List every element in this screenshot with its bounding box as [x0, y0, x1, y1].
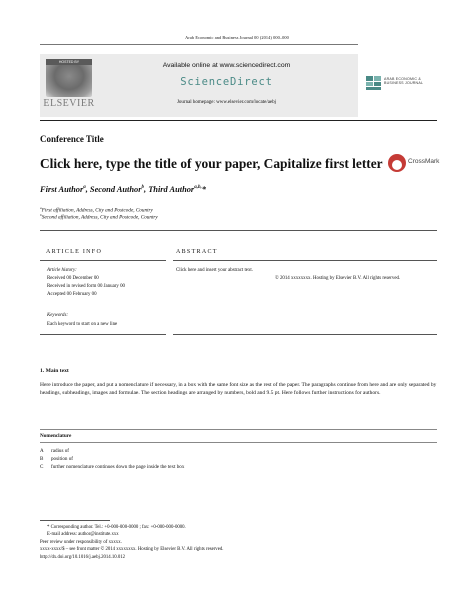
abstract-heading: ABSTRACT [176, 249, 218, 255]
history-accepted: Accepted 00 February 00 [47, 292, 97, 297]
history-received: Received 00 December 00 [47, 276, 99, 281]
abstract-text: Click here and insert your abstract text. [176, 268, 254, 273]
nomenclature-item: A radius of [40, 448, 69, 454]
nomenclature-box-top [40, 429, 437, 430]
abstract-bottom-rule [173, 334, 437, 335]
abstract-copyright: © 2014 xxxxxxxx. Hosting by Elsevier B.V. All rights reserved. [275, 276, 401, 281]
author-3: Third Author [148, 185, 195, 194]
main-text-heading: 1. Main text [40, 368, 69, 374]
author-list: First Author$^a$, Second Author$^b$, Third Author$^{a,b,}$* [40, 185, 206, 194]
footnote-rule [40, 520, 110, 521]
article-info-bottom-rule [40, 334, 166, 335]
nomenclature-item: C further nomenclature continues down the page inside the text box [40, 464, 185, 470]
crossmark-icon [388, 154, 406, 172]
banner-bottom-rule [40, 120, 437, 121]
paper-title: Click here, type the title of your paper, Capitalize first letter [40, 156, 383, 171]
available-online-text: Available online at www.sciencedirect.com [162, 62, 291, 69]
article-history-label: Article history: [47, 268, 77, 273]
aebj-logo-text: ARAB ECONOMIC & BUSINESS JOURNAL [384, 77, 424, 86]
affiliation-1: $^a$First affiliation, Address, City and Postcode, Country [40, 206, 153, 214]
nomenclature-item: B position of [40, 456, 73, 462]
author-2: Second Author [89, 185, 142, 194]
conference-title: Conference Title [40, 134, 104, 144]
nomenclature-heading: Nomenclature [40, 433, 72, 439]
keywords-text: Each keyword to start on a new line [47, 322, 118, 327]
section-rule [40, 230, 437, 231]
elsevier-logo: HOSTED BY ELSEVIER [43, 60, 95, 109]
affiliation-2: $^b$Second affiliation, Address, City and Postcode, Country [40, 213, 158, 221]
aebj-mark-icon [366, 75, 381, 91]
header-rule [40, 44, 358, 45]
sciencedirect-brand[interactable]: ScienceDirect [180, 76, 273, 88]
aebj-journal-logo [366, 74, 438, 94]
main-text-paragraph: Here introduce the paper, and put a nomenclature if necessary, in a box with the same font size as the rest of the paper. The paragraphs continue from here and are only separated by headings, subheadings, images and formulae. The section headings are arranged by numbers, bold and 9.5 pt. Here follows further instructions for authors. [40, 382, 437, 396]
crossmark-badge[interactable] [388, 152, 438, 176]
abstract-rule [173, 260, 437, 261]
nomenclature-header-rule [40, 442, 437, 443]
crossmark-label: CrossMark [408, 158, 440, 165]
article-info-heading: ARTICLE INFO [46, 249, 103, 255]
history-revised: Received in revised form 00 January 00 [47, 284, 125, 289]
journal-homepage-link[interactable]: Journal homepage: www.elsevier.com/locate/aebj [176, 100, 277, 105]
email-address[interactable]: E-mail address: author@institute.xxx [47, 532, 119, 537]
peer-review-note: Peer review under responsibility of xxxxx. [40, 540, 122, 545]
doi-link[interactable]: http://dx.doi.org/10.1016/j.aebj.2014.10.012 [40, 555, 126, 560]
keywords-label: Keywords: [47, 313, 69, 318]
corresponding-author-note: * Corresponding author. Tel.: +0-000-000-0000 ; fax: +0-000-000-0000. [47, 525, 186, 530]
journal-running-header: Arab Economic and Business Journal 00 (2014) 000–000 [185, 35, 289, 40]
article-info-rule [40, 260, 166, 261]
issn-copyright-note: xxxx-xxxx/$ – see front matter © 2014 xxxxxxxx. Hosting by Elsevier B.V. All rights reserved. [40, 547, 224, 552]
author-1: First Author [40, 185, 84, 194]
